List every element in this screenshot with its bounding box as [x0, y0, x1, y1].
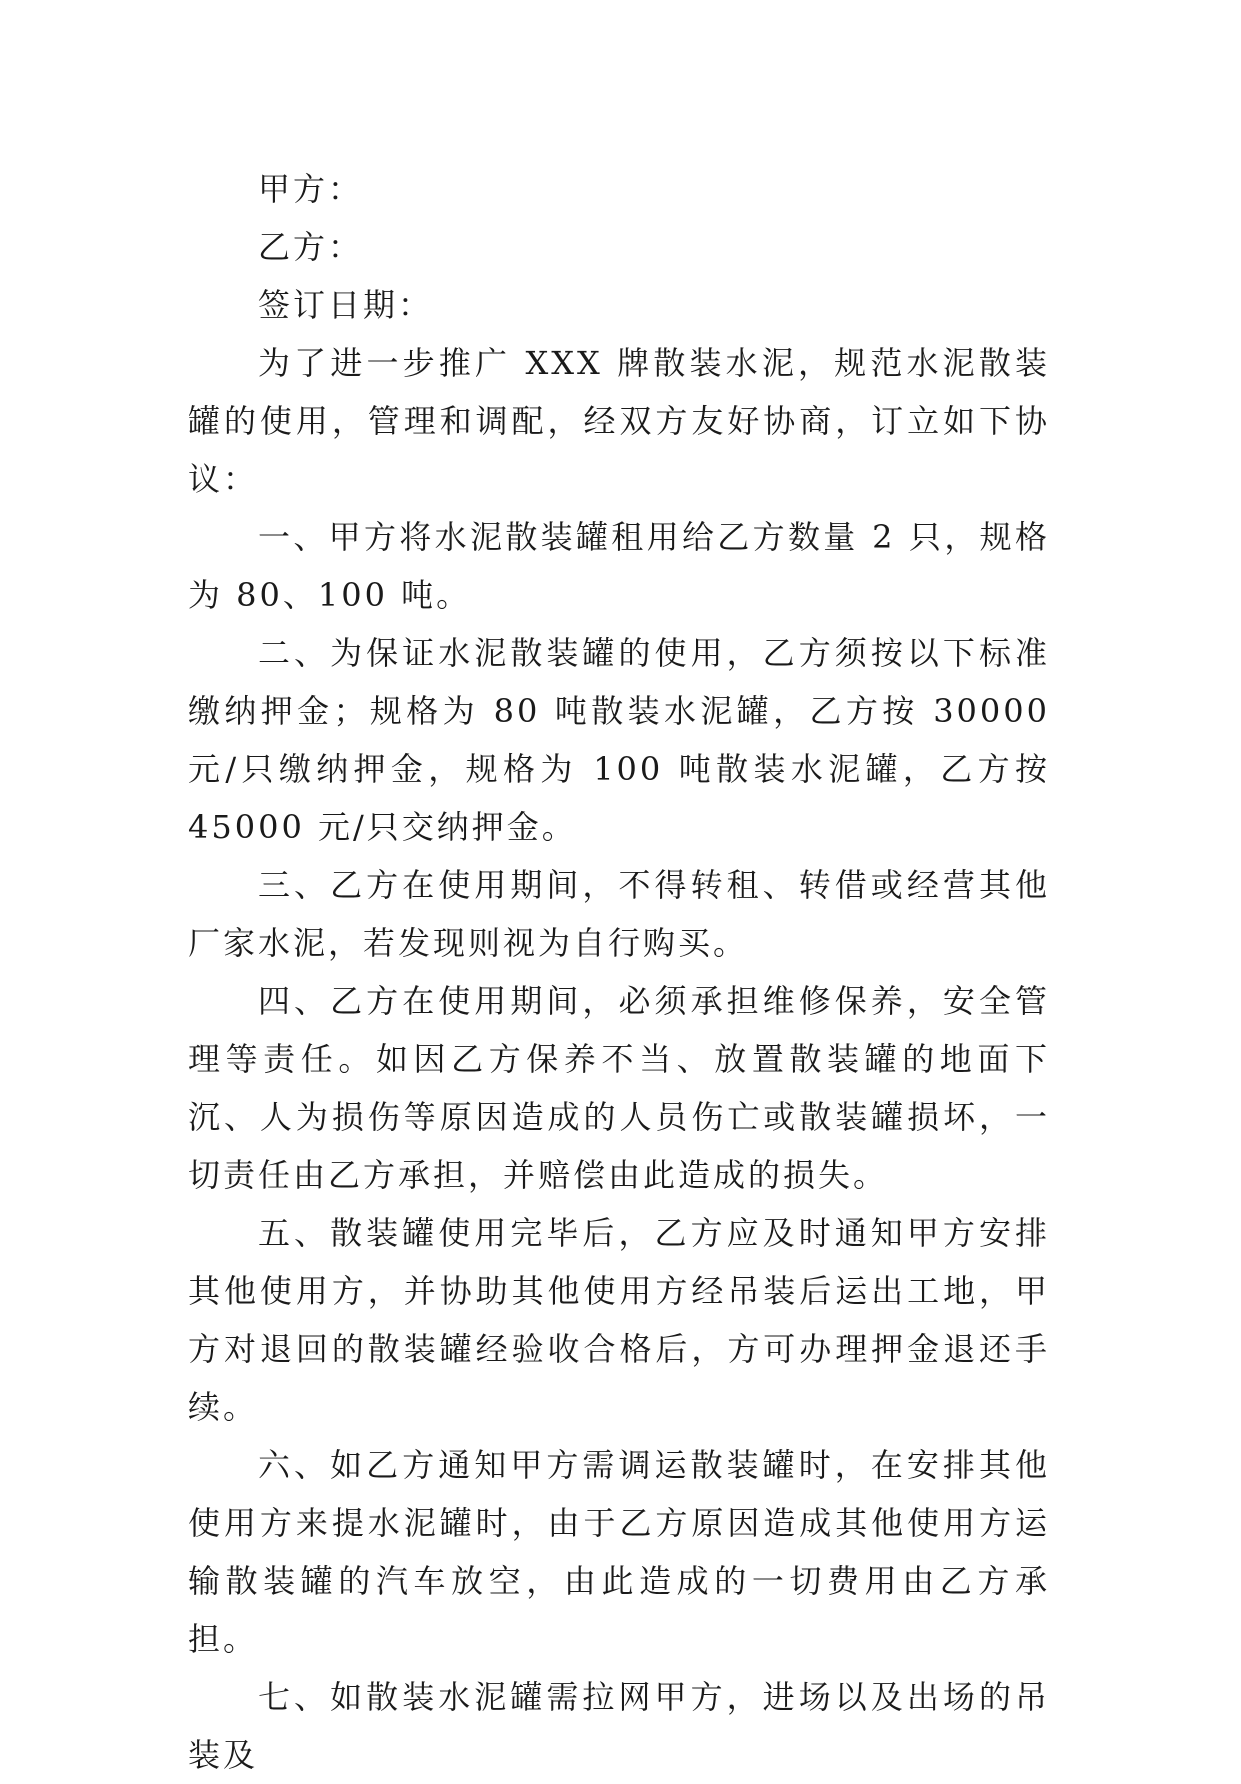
clause-2: 二、为保证水泥散装罐的使用，乙方须按以下标准缴纳押金；规格为 80 吨散装水泥罐，乙方按 30000 元/只缴纳押金，规格为 100 吨散装水泥罐，乙方按 45000 元/只交纳押金。	[188, 634, 1050, 846]
clause-4: 四、乙方在使用期间，必须承担维修保养，安全管理等责任。如因乙方保养不当、放置散装罐的地面下沉、人为损伤等原因造成的人员伤亡或散装罐损坏，一切责任由乙方承担，并赔偿由此造成的损失。	[188, 982, 1050, 1194]
clause-5: 五、散装罐使用完毕后，乙方应及时通知甲方安排其他使用方，并协助其他使用方经吊装后运出工地，甲方对退回的散装罐经验收合格后，方可办理押金退还手续。	[188, 1214, 1050, 1426]
document-page	[188, 160, 1050, 1784]
clause-6: 六、如乙方通知甲方需调运散装罐时，在安排其他使用方来提水泥罐时，由于乙方原因造成其他使用方运输散装罐的汽车放空，由此造成的一切费用由乙方承担。	[188, 1446, 1050, 1658]
clause-1: 一、甲方将水泥散装罐租用给乙方数量 2 只，规格为 80、100 吨。	[188, 518, 1050, 614]
clause-7: 七、如散装水泥罐需拉网甲方，进场以及出场的吊装及	[188, 1678, 1050, 1774]
sign-date-label: 签订日期：	[258, 286, 434, 324]
clause-3: 三、乙方在使用期间，不得转租、转借或经营其他厂家水泥，若发现则视为自行购买。	[188, 866, 1050, 962]
intro-paragraph: 为了进一步推广 XXX 牌散装水泥，规范水泥散装罐的使用，管理和调配，经双方友好协商，订立如下协议：	[188, 344, 1050, 498]
party-b-label: 乙方：	[258, 228, 364, 266]
party-a-label: 甲方：	[258, 170, 364, 208]
